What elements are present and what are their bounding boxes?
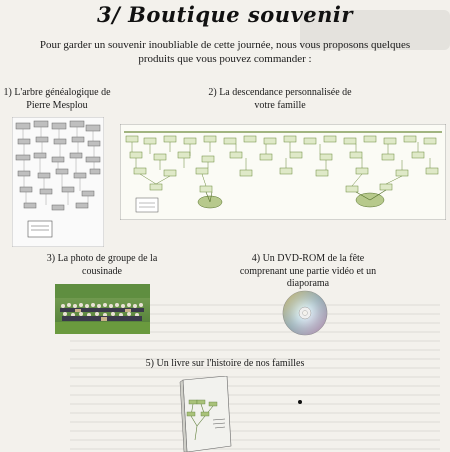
item-4-caption: 4) Un DVD-ROM de la fête comprenant une partie vidéo et un diaporama [239,253,377,289]
item-3-caption: 3) La photo de groupe de la cousinade [46,253,158,277]
descendance-chart-image [120,124,446,220]
page-title: 3/ Boutique souvenir [97,2,353,27]
item-2-caption: 2) La descendance personnalisée de votre famille [208,87,352,111]
item-1-caption: 1) L'arbre généalogique de Pierre Mesplou [3,87,111,111]
family-tree-image [12,117,104,247]
group-photo-image [55,284,150,334]
book-image [175,376,235,452]
item-5-caption: 5) Un livre sur l'histoire de nos familles [145,358,305,369]
dvd-disc-image [280,288,330,338]
bullet-dot [298,400,302,404]
intro-text: Pour garder un souvenir inoubliable de cette journée, nous vous proposons quelques produits que vous pouvez commander : [39,39,411,65]
